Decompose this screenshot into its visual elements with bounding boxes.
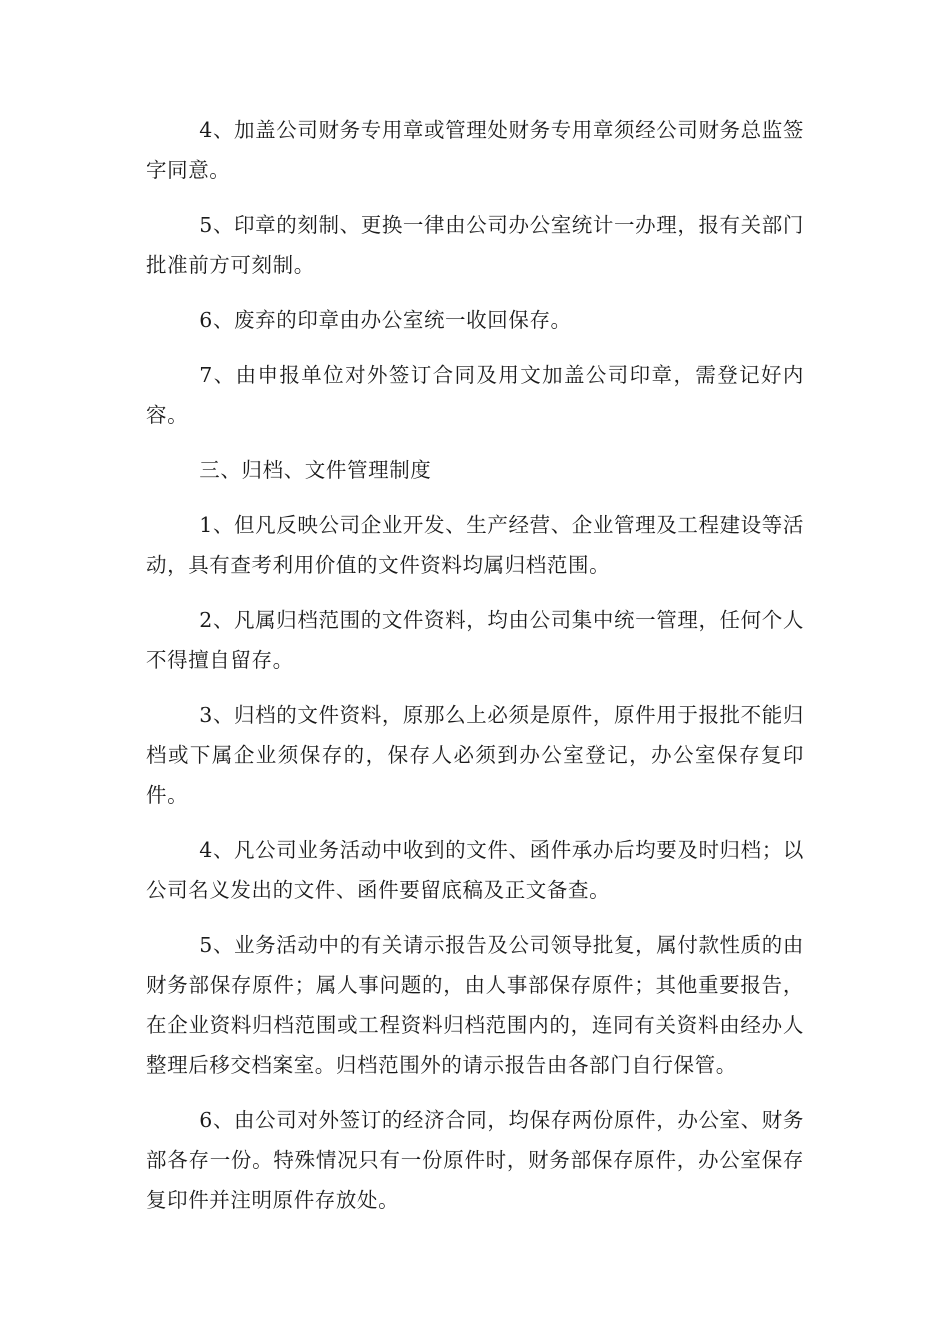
- document-body: [146, 110, 804, 1235]
- paragraph-seal-finance-approval: 4、加盖公司财务专用章或管理处财务专用章须经公司财务总监签字同意。: [146, 118, 804, 182]
- paragraph-discarded-seals: 6、废弃的印章由办公室统一收回保存。: [199, 308, 572, 332]
- paragraph-seal-engraving: 5、印章的刻制、更换一律由公司办公室统计一办理，报有关部门批准前方可刻制。: [146, 213, 804, 277]
- paragraph-seal-registration: 7、由申报单位对外签订合同及用文加盖公司印章，需登记好内容。: [146, 363, 804, 427]
- paragraph-original-documents: 3、归档的文件资料，原那么上必须是原件，原件用于报批不能归档或下属企业须保存的，保存人必须到办公室登记，办公室保存复印件。: [146, 703, 804, 807]
- paragraph-reports-and-approvals: 5、业务活动中的有关请示报告及公司领导批复，属付款性质的由财务部保存原件；属人事问题的，由人事部保存原件；其他重要报告，在企业资料归档范围或工程资料归档范围内的，连同有关资料由经办人整理后移交档案室。归档范围外的请示报告由各部门自行保管。: [146, 933, 804, 1077]
- paragraph-archive-scope: 1、但凡反映公司企业开发、生产经营、企业管理及工程建设等活动，具有查考利用价值的文件资料均属归档范围。: [146, 513, 804, 577]
- paragraph-centralized-management: 2、凡属归档范围的文件资料，均由公司集中统一管理，任何个人不得擅自留存。: [146, 608, 804, 672]
- paragraph-incoming-outgoing-files: 4、凡公司业务活动中收到的文件、函件承办后均要及时归档；以公司名义发出的文件、函件要留底稿及正文备查。: [146, 838, 804, 902]
- section-heading-archiving: 三、归档、文件管理制度: [199, 458, 432, 482]
- paragraph-economic-contracts: 6、由公司对外签订的经济合同，均保存两份原件，办公室、财务部各存一份。特殊情况只有一份原件时，财务部保存原件，办公室保存复印件并注明原件存放处。: [146, 1108, 804, 1212]
